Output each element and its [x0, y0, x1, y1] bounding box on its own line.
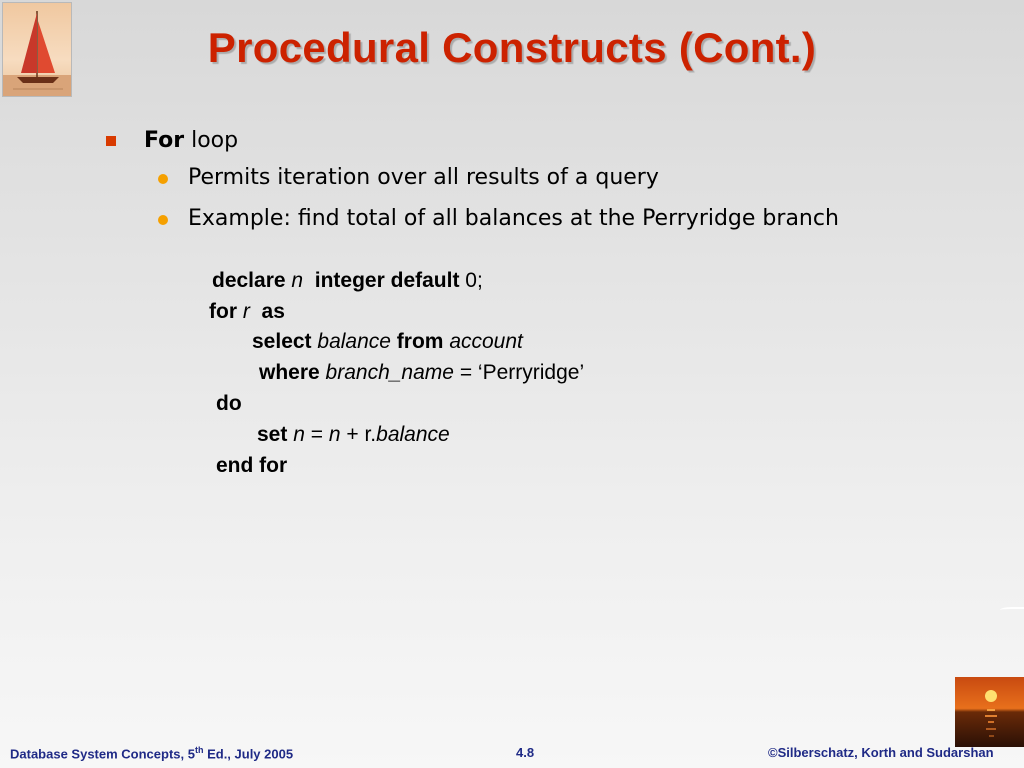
square-bullet-icon [106, 136, 116, 146]
slide-title: Procedural Constructs (Cont.) [207, 24, 817, 71]
bullet-text: loop [191, 128, 239, 153]
subbullet-text: Permits iteration over all results of a query [188, 165, 659, 190]
dot-bullet-icon [158, 174, 168, 184]
footer-page-number: 4.8 [516, 745, 535, 760]
footer-left: Database System Concepts, 5th Ed., July 2005 [10, 745, 294, 762]
sunset-image [955, 677, 1024, 747]
subbullet-1 [188, 165, 659, 190]
code-line-where: where branch_name = ‘Perryridge’ [259, 361, 585, 384]
bullet-for-loop [144, 128, 238, 153]
code-line-declare: declare n integer default 0; [212, 269, 483, 292]
bullet-keyword: For [144, 128, 185, 153]
subbullet-2 [188, 206, 839, 231]
code-line-for: for r as [209, 300, 285, 323]
decorative-wave [1000, 607, 1024, 613]
code-line-end-for: end for [216, 454, 288, 477]
code-line-set: set n = n + r.balance [257, 423, 450, 446]
footer-right: ©Silberschatz, Korth and Sudarshan [768, 745, 994, 760]
subbullet-text: Example: find total of all balances at the Perryridge branch [188, 206, 839, 231]
dot-bullet-icon [158, 215, 168, 225]
code-line-do: do [216, 392, 242, 415]
code-line-select: select balance from account [252, 330, 523, 353]
